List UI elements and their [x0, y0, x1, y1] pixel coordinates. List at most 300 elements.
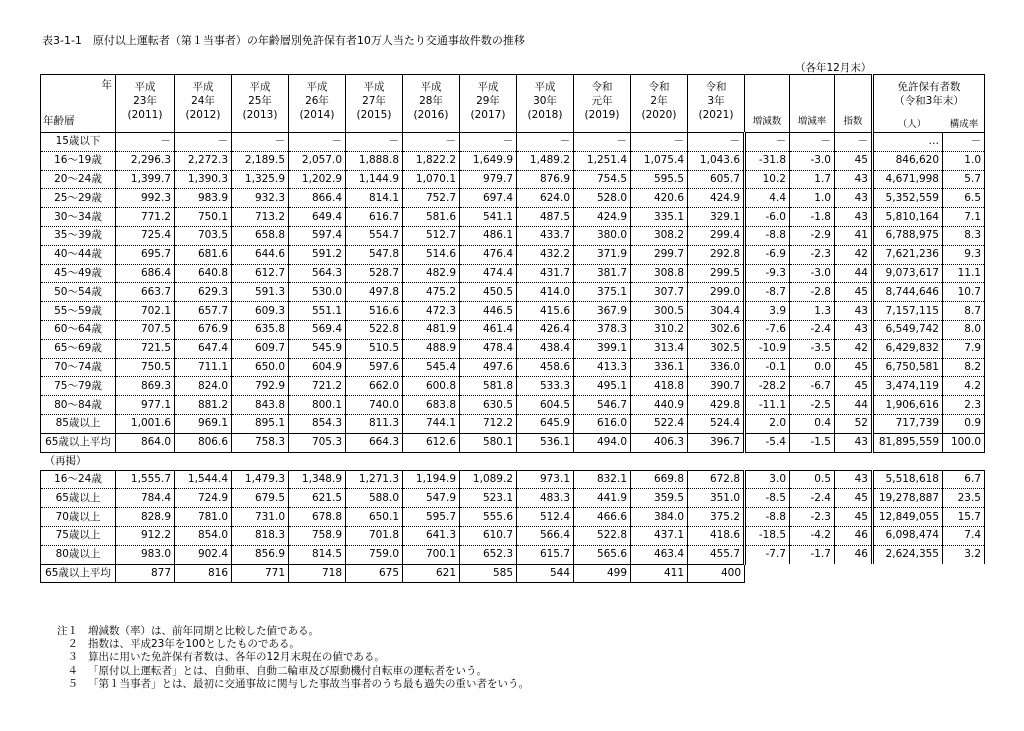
year-number: 25年	[248, 95, 272, 107]
value-cell: 437.1	[631, 526, 688, 545]
value-cell: 433.7	[517, 226, 574, 245]
value-cell: 675	[346, 564, 403, 583]
accident-rate-table	[40, 74, 985, 583]
license-header-cell	[873, 75, 985, 133]
value-cell: 744.1	[403, 414, 460, 433]
year-era: 令和	[648, 81, 670, 93]
footnote-text: 算出に用いた免許保有者数は、各年の12月末現在の値である。	[88, 651, 385, 664]
value-cell: 630.5	[460, 396, 517, 415]
header-index-label: 指数	[843, 116, 863, 127]
reprint-row	[41, 470, 985, 489]
value-cell: 441.9	[574, 489, 631, 508]
year-era: 平成	[477, 81, 499, 93]
reprint-label: （再掲）	[41, 452, 985, 470]
value-cell: 440.9	[631, 396, 688, 415]
share-cell: 7.9	[943, 339, 985, 358]
change-cell: -7.7	[745, 545, 790, 564]
age-cell: 25～29歳	[41, 189, 116, 208]
change-cell: -6.0	[745, 208, 790, 227]
value-cell: 983.9	[175, 189, 232, 208]
value-cell: 612.6	[403, 433, 460, 452]
share-cell: 6.5	[943, 189, 985, 208]
value-cell: 1,001.6	[116, 414, 175, 433]
value-cell: 351.0	[688, 489, 745, 508]
value-cell: 750.5	[116, 358, 175, 377]
value-cell: 681.6	[175, 245, 232, 264]
index-cell: 45	[835, 489, 873, 508]
value-cell: －	[517, 133, 574, 152]
change-cell: 2.0	[745, 414, 790, 433]
value-cell: 854.0	[175, 526, 232, 545]
rate-cell: -2.8	[790, 283, 835, 302]
value-cell: 299.4	[688, 226, 745, 245]
change-cell: -11.1	[745, 396, 790, 415]
value-cell: －	[403, 133, 460, 152]
value-cell: 299.5	[688, 264, 745, 283]
year-number: 29年	[476, 95, 500, 107]
year-header-cell	[346, 75, 403, 133]
age-cell: 65～69歳	[41, 339, 116, 358]
value-cell: 310.2	[631, 320, 688, 339]
license-count-cell: 81,895,559	[873, 433, 943, 452]
value-cell: 486.1	[460, 226, 517, 245]
year-header-cell	[289, 75, 346, 133]
share-cell: 8.7	[943, 302, 985, 321]
value-cell: 591.3	[232, 283, 289, 302]
value-cell: －	[688, 133, 745, 152]
share-cell: 4.2	[943, 377, 985, 396]
value-cell: 1,144.9	[346, 170, 403, 189]
footnote-number: ４	[67, 664, 78, 677]
value-cell: 750.1	[175, 208, 232, 227]
license-count-cell: 5,518,618	[873, 470, 943, 489]
share-cell: －	[943, 133, 985, 152]
value-cell: 1,089.2	[460, 470, 517, 489]
change-cell: -8.8	[745, 508, 790, 527]
value-cell: 662.0	[346, 377, 403, 396]
year-header-cell	[175, 75, 232, 133]
footnote	[42, 625, 529, 638]
change-cell: -8.7	[745, 283, 790, 302]
value-cell: 420.6	[631, 189, 688, 208]
value-cell: 512.4	[517, 508, 574, 527]
license-count-cell: 6,549,742	[873, 320, 943, 339]
reprint-row	[41, 526, 985, 545]
year-ad: (2015)	[356, 109, 392, 121]
value-cell: 644.6	[232, 245, 289, 264]
value-cell: 597.4	[289, 226, 346, 245]
value-cell: 580.1	[460, 433, 517, 452]
value-cell: 724.9	[175, 489, 232, 508]
license-subtitle: （令和3年末）	[894, 95, 964, 107]
value-cell: 533.3	[517, 377, 574, 396]
year-era: 平成	[306, 81, 328, 93]
value-cell: 384.0	[631, 508, 688, 527]
share-cell: 11.1	[943, 264, 985, 283]
age-cell: 65歳以上	[41, 489, 116, 508]
license-count-cell: 3,474,119	[873, 377, 943, 396]
table-row	[41, 208, 985, 227]
value-cell: 418.6	[688, 526, 745, 545]
value-cell: 725.4	[116, 226, 175, 245]
value-cell: 528.0	[574, 189, 631, 208]
value-cell: 784.4	[116, 489, 175, 508]
empty-cell	[745, 564, 790, 583]
value-cell: 781.0	[175, 508, 232, 527]
unit-note: （各年12月末）	[795, 62, 872, 74]
value-cell: 658.8	[232, 226, 289, 245]
age-cell: 45～49歳	[41, 264, 116, 283]
value-cell: 866.4	[289, 189, 346, 208]
year-number: 元年	[591, 95, 613, 107]
value-cell: 609.7	[232, 339, 289, 358]
index-cell: 42	[835, 245, 873, 264]
rate-cell: -2.3	[790, 245, 835, 264]
value-cell: 541.1	[460, 208, 517, 227]
value-cell: 522.4	[631, 414, 688, 433]
year-header-cell	[116, 75, 175, 133]
value-cell: 329.1	[688, 208, 745, 227]
footnote-number: ３	[67, 651, 78, 664]
value-cell: 700.1	[403, 545, 460, 564]
value-cell: 413.3	[574, 358, 631, 377]
value-cell: 824.0	[175, 377, 232, 396]
value-cell: 488.9	[403, 339, 460, 358]
value-cell: 650.1	[346, 508, 403, 527]
year-header-cell	[631, 75, 688, 133]
value-cell: 497.6	[460, 358, 517, 377]
value-cell: 652.3	[460, 545, 517, 564]
value-cell: 565.6	[574, 545, 631, 564]
reprint-row	[41, 489, 985, 508]
license-count-cell: 5,810,164	[873, 208, 943, 227]
value-cell: 482.9	[403, 264, 460, 283]
header-rate-label: 増減率	[797, 116, 827, 127]
value-cell: 414.0	[517, 283, 574, 302]
year-header-cell	[403, 75, 460, 133]
age-cell: 75歳以上	[41, 526, 116, 545]
value-cell: 1,888.8	[346, 151, 403, 170]
value-cell: 1,271.3	[346, 470, 403, 489]
footnote	[42, 678, 529, 691]
value-cell: 1,251.4	[574, 151, 631, 170]
value-cell: 1,194.9	[403, 470, 460, 489]
value-cell: 816	[175, 564, 232, 583]
value-cell: 585	[460, 564, 517, 583]
index-cell: 43	[835, 170, 873, 189]
license-count-cell: 7,621,236	[873, 245, 943, 264]
page-title: 表3-1-1 原付以上運転者（第１当事者）の年齢層別免許保有者10万人当たり交通事故件数の推移	[42, 34, 525, 47]
table-row	[41, 245, 985, 264]
change-cell: -8.5	[745, 489, 790, 508]
value-cell: 792.9	[232, 377, 289, 396]
value-cell: 1,070.1	[403, 170, 460, 189]
year-ad: (2013)	[242, 109, 278, 121]
value-cell: 516.6	[346, 302, 403, 321]
value-cell: 740.0	[346, 396, 403, 415]
value-cell: 806.6	[175, 433, 232, 452]
value-cell: 902.4	[175, 545, 232, 564]
value-cell: 367.9	[574, 302, 631, 321]
value-cell: 1,390.3	[175, 170, 232, 189]
value-cell: 983.0	[116, 545, 175, 564]
value-cell: 932.3	[232, 189, 289, 208]
value-cell: 566.4	[517, 526, 574, 545]
value-cell: 992.3	[116, 189, 175, 208]
age-cell: 16～24歳	[41, 470, 116, 489]
age-cell: 55～59歳	[41, 302, 116, 321]
year-ad: (2020)	[641, 109, 677, 121]
value-cell: 686.4	[116, 264, 175, 283]
value-cell: 718	[289, 564, 346, 583]
empty-cell	[943, 564, 985, 583]
change-cell: -7.6	[745, 320, 790, 339]
value-cell: 605.7	[688, 170, 745, 189]
year-header-cell	[460, 75, 517, 133]
value-cell: 758.9	[289, 526, 346, 545]
footnote-text: 「原付以上運転者」とは、自動車、自動二輪車及び原動機付自転車の運転者をいう。	[88, 664, 487, 677]
table-row	[41, 133, 985, 152]
value-cell: 495.1	[574, 377, 631, 396]
year-ad: (2018)	[527, 109, 563, 121]
change-cell: -9.3	[745, 264, 790, 283]
value-cell: 478.4	[460, 339, 517, 358]
age-cell: 80歳以上	[41, 545, 116, 564]
table-row	[41, 414, 985, 433]
value-cell: 705.3	[289, 433, 346, 452]
index-cell: 45	[835, 358, 873, 377]
value-cell: 676.9	[175, 320, 232, 339]
value-cell: 771.2	[116, 208, 175, 227]
share-cell: 8.0	[943, 320, 985, 339]
share-cell: 10.7	[943, 283, 985, 302]
footnotes	[42, 625, 529, 691]
change-cell: －	[745, 133, 790, 152]
year-ad: (2021)	[698, 109, 734, 121]
year-era: 平成	[534, 81, 556, 93]
index-cell: 43	[835, 302, 873, 321]
share-cell: 2.3	[943, 396, 985, 415]
index-cell: 43	[835, 320, 873, 339]
value-cell: 396.7	[688, 433, 745, 452]
share-cell: 8.3	[943, 226, 985, 245]
reprint-average-row	[41, 564, 985, 583]
header-rate	[790, 75, 835, 133]
value-cell: 302.6	[688, 320, 745, 339]
year-number: 27年	[362, 95, 386, 107]
table-row	[41, 320, 985, 339]
value-cell: 512.7	[403, 226, 460, 245]
license-count-cell: 7,157,115	[873, 302, 943, 321]
value-cell: 547.9	[403, 489, 460, 508]
value-cell: 621	[403, 564, 460, 583]
table-row	[41, 264, 985, 283]
license-count-cell: 717,739	[873, 414, 943, 433]
value-cell: 604.5	[517, 396, 574, 415]
rate-cell: 0.4	[790, 414, 835, 433]
empty-cell	[835, 564, 873, 583]
value-cell: 564.3	[289, 264, 346, 283]
year-ad: (2017)	[470, 109, 506, 121]
change-cell: -5.4	[745, 433, 790, 452]
change-cell: -6.9	[745, 245, 790, 264]
share-label: 構成率	[949, 119, 979, 130]
table-row	[41, 189, 985, 208]
empty-cell	[790, 564, 835, 583]
index-cell: 43	[835, 470, 873, 489]
value-cell: 307.7	[631, 283, 688, 302]
value-cell: 418.8	[631, 377, 688, 396]
value-cell: 497.8	[346, 283, 403, 302]
reprint-row	[41, 545, 985, 564]
value-cell: 308.8	[631, 264, 688, 283]
age-cell: 75～79歳	[41, 377, 116, 396]
table-row	[41, 302, 985, 321]
value-cell: 683.8	[403, 396, 460, 415]
value-cell: 647.4	[175, 339, 232, 358]
value-cell: 523.1	[460, 489, 517, 508]
license-count-cell: 6,788,975	[873, 226, 943, 245]
value-cell: 678.8	[289, 508, 346, 527]
value-cell: 679.5	[232, 489, 289, 508]
value-cell: 522.8	[574, 526, 631, 545]
value-cell: 649.4	[289, 208, 346, 227]
value-cell: 843.8	[232, 396, 289, 415]
share-cell: 0.9	[943, 414, 985, 433]
value-cell: 657.7	[175, 302, 232, 321]
value-cell: 641.3	[403, 526, 460, 545]
value-cell: 604.9	[289, 358, 346, 377]
value-cell: 292.8	[688, 245, 745, 264]
value-cell: 701.8	[346, 526, 403, 545]
value-cell: 390.7	[688, 377, 745, 396]
value-cell: 371.9	[574, 245, 631, 264]
value-cell: 612.7	[232, 264, 289, 283]
value-cell: 426.4	[517, 320, 574, 339]
share-cell: 3.2	[943, 545, 985, 564]
corner-year-label: 年	[101, 79, 112, 91]
value-cell: 554.7	[346, 226, 403, 245]
value-cell: 458.6	[517, 358, 574, 377]
change-cell: 4.4	[745, 189, 790, 208]
share-cell: 7.4	[943, 526, 985, 545]
year-era: 平成	[134, 81, 156, 93]
share-cell: 1.0	[943, 151, 985, 170]
value-cell: －	[232, 133, 289, 152]
value-cell: 881.2	[175, 396, 232, 415]
year-era: 平成	[249, 81, 271, 93]
value-cell: 721.5	[116, 339, 175, 358]
value-cell: 973.1	[517, 470, 574, 489]
rate-cell: -3.5	[790, 339, 835, 358]
value-cell: 635.8	[232, 320, 289, 339]
age-cell: 16～19歳	[41, 151, 116, 170]
reprint-row	[41, 508, 985, 527]
index-cell: 45	[835, 283, 873, 302]
license-count-cell: 12,849,055	[873, 508, 943, 527]
table-row	[41, 283, 985, 302]
value-cell: 828.9	[116, 508, 175, 527]
value-cell: 664.3	[346, 433, 403, 452]
header-index	[835, 75, 873, 133]
change-cell: -31.8	[745, 151, 790, 170]
value-cell: 510.5	[346, 339, 403, 358]
value-cell: 645.9	[517, 414, 574, 433]
license-count-cell: …	[873, 133, 943, 152]
rate-cell: -2.3	[790, 508, 835, 527]
value-cell: －	[574, 133, 631, 152]
rate-cell: -1.7	[790, 545, 835, 564]
value-cell: 624.0	[517, 189, 574, 208]
table-row	[41, 339, 985, 358]
corner-age-label: 年齢層	[43, 115, 75, 127]
change-cell: 10.2	[745, 170, 790, 189]
value-cell: 313.4	[631, 339, 688, 358]
table-row	[41, 377, 985, 396]
value-cell: 616.7	[346, 208, 403, 227]
license-count-cell: 1,906,616	[873, 396, 943, 415]
age-cell: 35～39歳	[41, 226, 116, 245]
value-cell: 461.4	[460, 320, 517, 339]
index-cell: 46	[835, 526, 873, 545]
age-cell: 50～54歳	[41, 283, 116, 302]
share-cell: 6.7	[943, 470, 985, 489]
value-cell: 545.4	[403, 358, 460, 377]
index-cell: 44	[835, 264, 873, 283]
change-cell: -8.8	[745, 226, 790, 245]
value-cell: 546.7	[574, 396, 631, 415]
value-cell: 754.5	[574, 170, 631, 189]
value-cell: 399.1	[574, 339, 631, 358]
value-cell: 711.1	[175, 358, 232, 377]
table-row	[41, 358, 985, 377]
age-cell: 15歳以下	[41, 133, 116, 152]
value-cell: 450.5	[460, 283, 517, 302]
license-count-cell: 19,278,887	[873, 489, 943, 508]
change-cell: 3.0	[745, 470, 790, 489]
license-title: 免許保有者数	[897, 81, 961, 93]
year-era: 平成	[420, 81, 442, 93]
value-cell: 595.5	[631, 170, 688, 189]
value-cell: 979.7	[460, 170, 517, 189]
value-cell: 432.2	[517, 245, 574, 264]
footnote	[42, 638, 529, 651]
age-cell: 30～34歳	[41, 208, 116, 227]
value-cell: －	[346, 133, 403, 152]
value-cell: 595.7	[403, 508, 460, 527]
age-cell: 80～84歳	[41, 396, 116, 415]
value-cell: 616.0	[574, 414, 631, 433]
value-cell: 545.9	[289, 339, 346, 358]
rate-cell: -2.5	[790, 396, 835, 415]
value-cell: 703.5	[175, 226, 232, 245]
value-cell: 424.9	[688, 189, 745, 208]
year-number: 26年	[305, 95, 329, 107]
value-cell: 663.7	[116, 283, 175, 302]
license-count-cell: 4,671,998	[873, 170, 943, 189]
value-cell: 1,348.9	[289, 470, 346, 489]
value-cell: 800.1	[289, 396, 346, 415]
value-cell: 615.7	[517, 545, 574, 564]
footnote-number: 注１	[57, 625, 78, 637]
value-cell: 597.6	[346, 358, 403, 377]
index-cell: 43	[835, 433, 873, 452]
value-cell: 476.4	[460, 245, 517, 264]
index-cell: 52	[835, 414, 873, 433]
value-cell: 487.5	[517, 208, 574, 227]
index-cell: 45	[835, 508, 873, 527]
year-number: 30年	[533, 95, 557, 107]
